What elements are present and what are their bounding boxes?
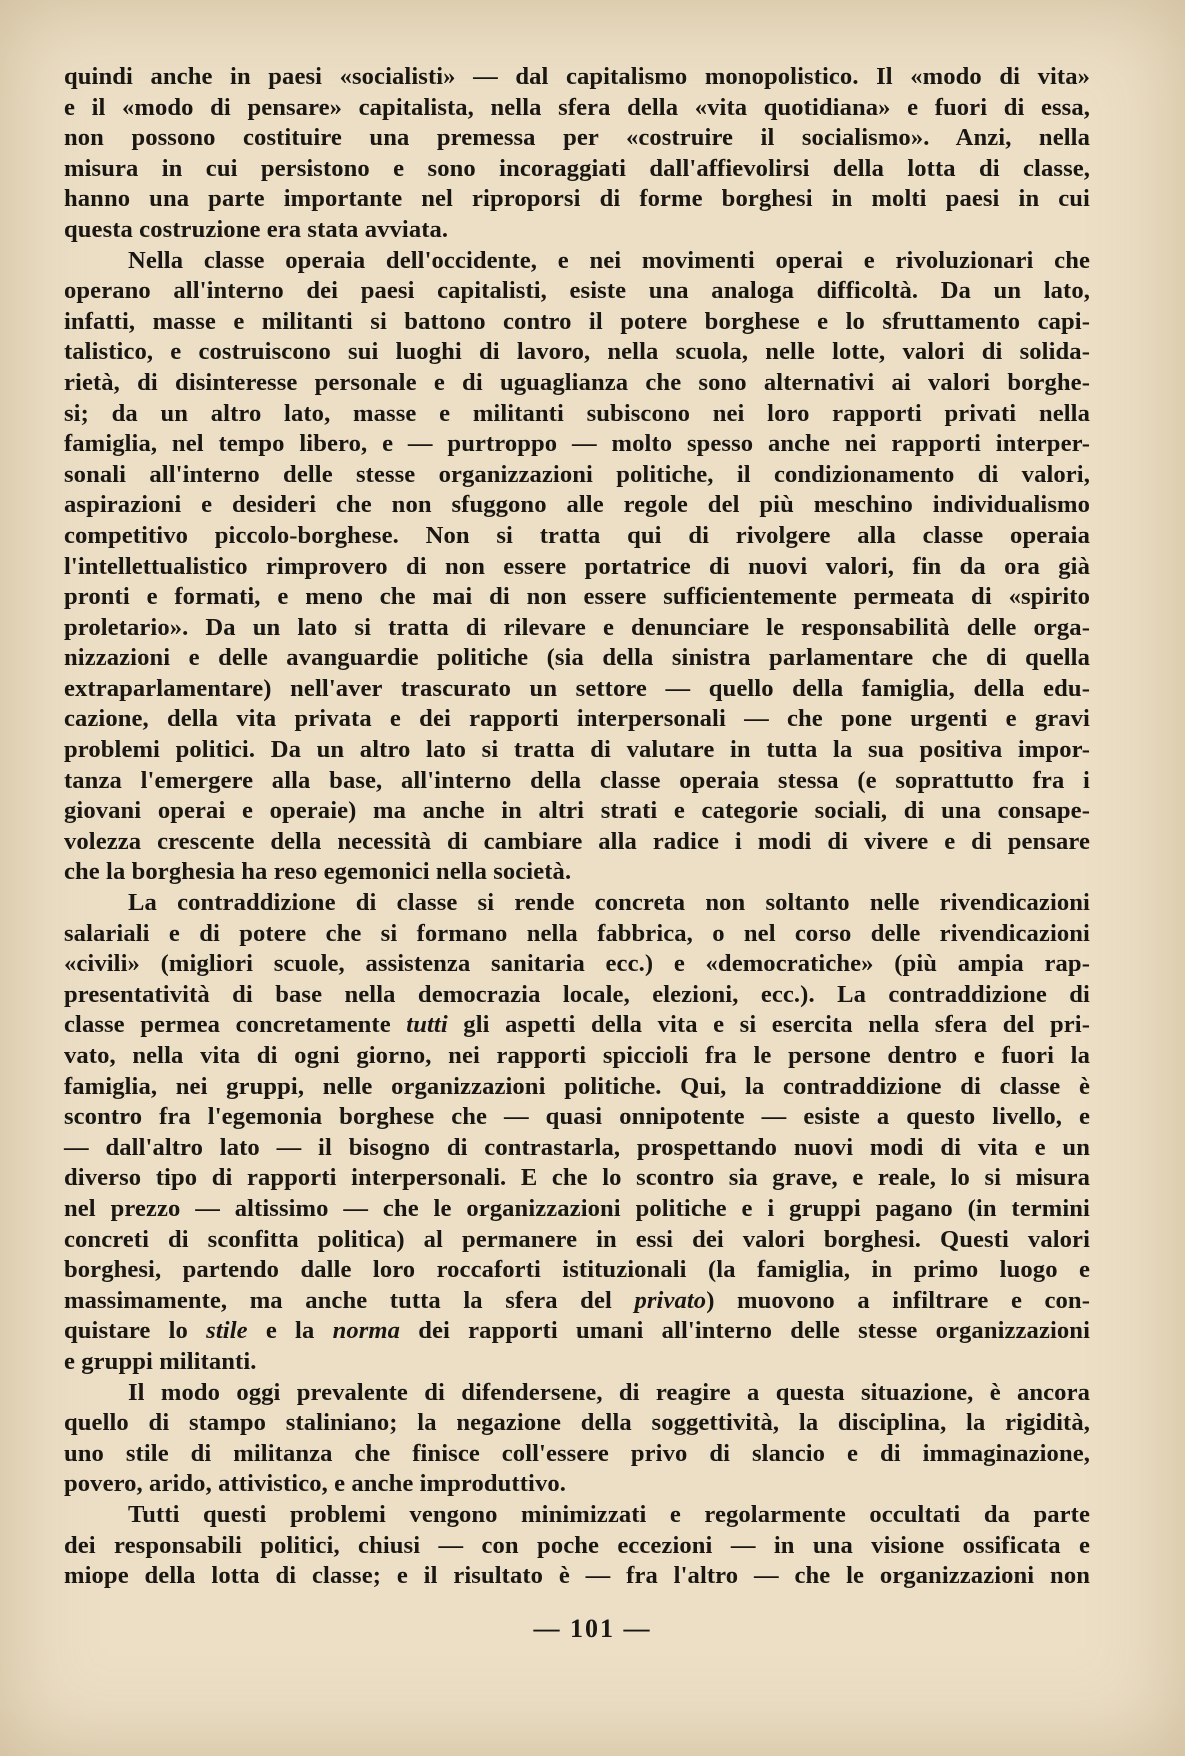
text-line: competitivo piccolo-borghese. Non si tratta qui di rivolgere alla classe operaia	[64, 521, 1090, 549]
text-line: scontro fra l'egemonia borghese che — quasi onnipotente — esiste a questo livello, e	[64, 1103, 1090, 1131]
text-line: Tutti questi problemi vengono minimizzati e regolarmente occultati da parte	[128, 1500, 1090, 1528]
text-line: rietà, di disinteresse personale e di uguaglianza che sono alternativi ai valori borghe-	[64, 368, 1090, 396]
text-line: e gruppi militanti.	[64, 1347, 257, 1375]
text-line: problemi politici. Da un altro lato si tratta di valutare in tutta la sua positiva impor-	[64, 736, 1090, 764]
text-line: questa costruzione era stata avviata.	[64, 215, 449, 243]
emphasized-word: privato	[634, 1286, 707, 1314]
paragraph	[64, 246, 1090, 888]
text-line: pronti e formati, e meno che mai di non essere sufficientemente permeata di «spirito	[64, 583, 1090, 611]
text-line: famiglia, nei gruppi, nelle organizzazioni politiche. Qui, la contraddizione di classe è	[64, 1072, 1090, 1100]
text-line: Nella classe operaia dell'occidente, e nei movimenti operai e rivoluzionari che	[128, 246, 1090, 274]
text-line: quistare lo stile e la norma dei rapporti umani all'interno delle stesse organizzazioni	[64, 1317, 1091, 1345]
text-line: giovani operai e operaie) ma anche in altri strati e categorie sociali, di una consape-	[64, 797, 1090, 825]
text-line: extraparlamentare) nell'aver trascurato un settore — quello della famiglia, della edu-	[64, 674, 1090, 702]
text-line: La contraddizione di classe si rende concreta non soltanto nelle rivendicazioni	[128, 889, 1090, 917]
text-line: presentatività di base nella democrazia locale, elezioni, ecc.). La contraddizione di	[64, 980, 1090, 1008]
emphasized-word: stile	[206, 1317, 248, 1345]
page-number: — 101 —	[533, 1614, 652, 1643]
text-line: nizzazioni e delle avanguardie politiche (sia della sinistra parlamentare che di quella	[64, 644, 1090, 672]
text-line: — dall'altro lato — il bisogno di contrastarla, prospettando nuovi modi di vita e un	[64, 1133, 1090, 1161]
paragraph	[64, 1500, 1090, 1592]
text-line: «civili» (migliori scuole, assistenza sanitaria ecc.) e «democratiche» (più ampia rap-	[64, 950, 1090, 978]
text-line: vato, nella vita di ogni giorno, nei rapporti spiccioli fra le persone dentro e fuori la	[64, 1042, 1090, 1069]
emphasized-word: norma	[332, 1317, 401, 1345]
paragraph	[64, 888, 1090, 1378]
text-line: che la borghesia ha reso egemonici nella società.	[64, 858, 572, 886]
text-line: non possono costituire una premessa per «costruire il socialismo». Anzi, nella	[64, 124, 1090, 152]
text-line: misura in cui persistono e sono incoraggiati dall'affievolirsi della lotta di classe,	[64, 154, 1090, 182]
text-line: infatti, masse e militanti si battono contro il potere borghese e lo sfruttamento capi-	[64, 307, 1090, 335]
text-line: talistico, e costruiscono sui luoghi di lavoro, nella scuola, nelle lotte, valori di solida-	[64, 338, 1090, 366]
text-line: tanza l'emergere alla base, all'interno della classe operaia stessa (e soprattutto fra i	[64, 766, 1090, 794]
paragraph	[64, 1378, 1090, 1500]
text-line: quello di stampo staliniano; la negazione della soggettività, la disciplina, la rigidità,	[64, 1409, 1090, 1437]
text-line: massimamente, ma anche tutta la sfera del privato) muovono a infiltrare e con-	[64, 1286, 1090, 1314]
text-line: quindi anche in paesi «socialisti» — dal capitalismo monopolistico. Il «modo di vita»	[64, 63, 1090, 90]
text-line: Il modo oggi prevalente di difendersene, di reagire a questa situazione, è ancora	[128, 1378, 1090, 1406]
text-line: aspirazioni e desideri che non sfuggono alle regole del più meschino individualismo	[64, 491, 1090, 519]
text-line: operano all'interno dei paesi capitalisti, esiste una analoga difficoltà. Da un lato,	[64, 277, 1090, 305]
text-line: povero, arido, attivistico, e anche improduttivo.	[64, 1470, 566, 1498]
text-line: si; da un altro lato, masse e militanti subiscono nei loro rapporti privati nella	[64, 399, 1090, 427]
text-line: concreti di sconfitta politica) al permanere in essi dei valori borghesi. Questi valori	[64, 1225, 1090, 1253]
body-text	[64, 62, 1090, 1592]
text-line: uno stile di militanza che finisce coll'essere privo di slancio e di immaginazione,	[64, 1439, 1090, 1467]
paragraph	[64, 62, 1090, 246]
text-line: famiglia, nel tempo libero, e — purtroppo — molto spesso anche nei rapporti interper-	[64, 430, 1090, 458]
text-line: nel prezzo — altissimo — che le organizzazioni politiche e i gruppi pagano (in termini	[64, 1194, 1090, 1222]
text-line: sonali all'interno delle stesse organizzazioni politiche, il condizionamento di valori,	[64, 460, 1090, 488]
text-line: borghesi, partendo dalle loro roccaforti istituzionali (la famiglia, in primo luogo e	[64, 1256, 1090, 1284]
text-line: salariali e di potere che si formano nella fabbrica, o nel corso delle rivendicazioni	[64, 919, 1090, 947]
text-line: proletario». Da un lato si tratta di rilevare e denunciare le responsabilità delle orga-	[64, 613, 1090, 641]
text-line: hanno una parte importante nel riproporsi di forme borghesi in molti paesi in cui	[64, 185, 1090, 213]
text-line: l'intellettualistico rimprovero di non essere portatrice di nuovi valori, fin da ora già	[64, 552, 1090, 580]
text-line: dei responsabili politici, chiusi — con poche eccezioni — in una visione ossificata e	[64, 1531, 1090, 1559]
text-line: cazione, della vita privata e dei rapporti interpersonali — che pone urgenti e gravi	[64, 705, 1090, 733]
emphasized-word: tutti	[406, 1011, 448, 1039]
text-line: diverso tipo di rapporti interpersonali. E che lo scontro sia grave, e reale, lo si misura	[64, 1164, 1090, 1192]
text-line: classe permea concretamente tutti gli aspetti della vita e si esercita nella sfera del pri-	[64, 1011, 1090, 1039]
text-line: e il «modo di pensare» capitalista, nella sfera della «vita quotidiana» e fuori di essa,	[64, 93, 1090, 121]
text-line: miope della lotta di classe; e il risultato è — fra l'altro — che le organizzazioni non	[64, 1562, 1090, 1590]
text-line: volezza crescente della necessità di cambiare alla radice i modi di vivere e di pensare	[64, 827, 1090, 855]
